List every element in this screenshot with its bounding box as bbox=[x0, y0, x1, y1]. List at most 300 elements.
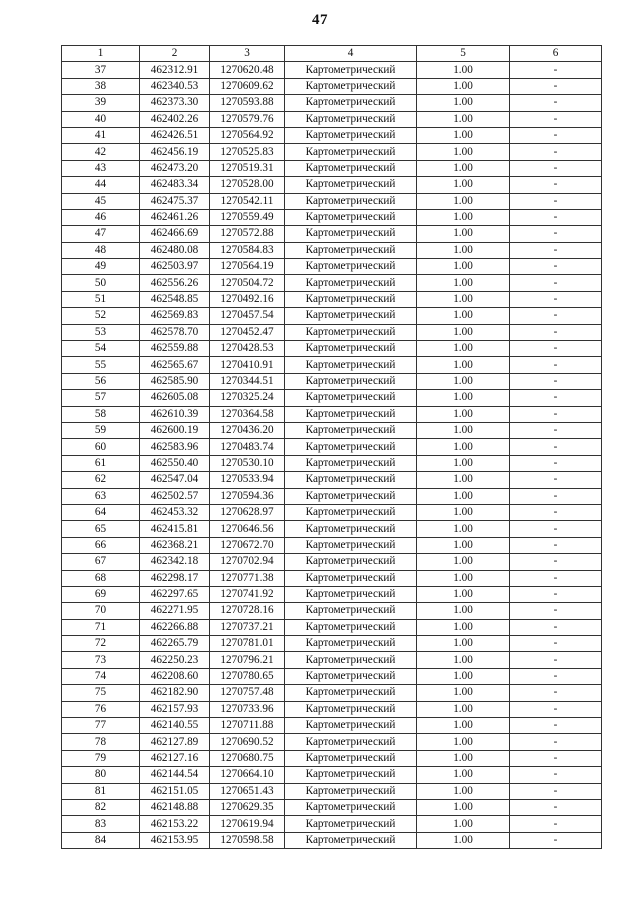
accuracy-cell: 1.00 bbox=[417, 521, 510, 537]
point-number-cell: 56 bbox=[62, 373, 140, 389]
y-coordinate-cell: 1270564.92 bbox=[210, 127, 285, 143]
y-coordinate-cell: 1270629.35 bbox=[210, 799, 285, 815]
table-row bbox=[62, 373, 602, 389]
method-cell: Картометрический bbox=[285, 570, 417, 586]
point-number-cell: 72 bbox=[62, 636, 140, 652]
page-number: 47 bbox=[312, 12, 328, 28]
description-cell: - bbox=[510, 373, 602, 389]
method-cell: Картометрический bbox=[285, 422, 417, 438]
table-row bbox=[62, 521, 602, 537]
x-coordinate-cell: 462153.22 bbox=[140, 816, 210, 832]
column-header-6: 6 bbox=[510, 46, 602, 62]
description-cell: - bbox=[510, 799, 602, 815]
point-number-cell: 76 bbox=[62, 701, 140, 717]
accuracy-cell: 1.00 bbox=[417, 734, 510, 750]
table-row bbox=[62, 422, 602, 438]
point-number-cell: 66 bbox=[62, 537, 140, 553]
y-coordinate-cell: 1270728.16 bbox=[210, 603, 285, 619]
accuracy-cell: 1.00 bbox=[417, 144, 510, 160]
accuracy-cell: 1.00 bbox=[417, 390, 510, 406]
point-number-cell: 80 bbox=[62, 767, 140, 783]
column-header-1: 1 bbox=[62, 46, 140, 62]
description-cell: - bbox=[510, 341, 602, 357]
y-coordinate-cell: 1270781.01 bbox=[210, 636, 285, 652]
x-coordinate-cell: 462297.65 bbox=[140, 586, 210, 602]
y-coordinate-cell: 1270564.19 bbox=[210, 259, 285, 275]
y-coordinate-cell: 1270741.92 bbox=[210, 586, 285, 602]
accuracy-cell: 1.00 bbox=[417, 668, 510, 684]
method-cell: Картометрический bbox=[285, 636, 417, 652]
point-number-cell: 44 bbox=[62, 177, 140, 193]
description-cell: - bbox=[510, 259, 602, 275]
y-coordinate-cell: 1270609.62 bbox=[210, 78, 285, 94]
table-row bbox=[62, 62, 602, 78]
x-coordinate-cell: 462373.30 bbox=[140, 95, 210, 111]
table-row bbox=[62, 718, 602, 734]
table-row bbox=[62, 504, 602, 520]
point-number-cell: 42 bbox=[62, 144, 140, 160]
description-cell: - bbox=[510, 685, 602, 701]
method-cell: Картометрический bbox=[285, 177, 417, 193]
x-coordinate-cell: 462144.54 bbox=[140, 767, 210, 783]
point-number-cell: 65 bbox=[62, 521, 140, 537]
x-coordinate-cell: 462585.90 bbox=[140, 373, 210, 389]
y-coordinate-cell: 1270572.88 bbox=[210, 226, 285, 242]
method-cell: Картометрический bbox=[285, 341, 417, 357]
accuracy-cell: 1.00 bbox=[417, 373, 510, 389]
y-coordinate-cell: 1270796.21 bbox=[210, 652, 285, 668]
method-cell: Картометрический bbox=[285, 734, 417, 750]
accuracy-cell: 1.00 bbox=[417, 78, 510, 94]
table-row bbox=[62, 439, 602, 455]
table-row bbox=[62, 652, 602, 668]
description-cell: - bbox=[510, 439, 602, 455]
method-cell: Картометрический bbox=[285, 488, 417, 504]
x-coordinate-cell: 462342.18 bbox=[140, 554, 210, 570]
table-row bbox=[62, 799, 602, 815]
method-cell: Картометрический bbox=[285, 554, 417, 570]
y-coordinate-cell: 1270619.94 bbox=[210, 816, 285, 832]
method-cell: Картометрический bbox=[285, 832, 417, 848]
method-cell: Картометрический bbox=[285, 373, 417, 389]
accuracy-cell: 1.00 bbox=[417, 160, 510, 176]
method-cell: Картометрический bbox=[285, 750, 417, 766]
method-cell: Картометрический bbox=[285, 160, 417, 176]
method-cell: Картометрический bbox=[285, 537, 417, 553]
point-number-cell: 82 bbox=[62, 799, 140, 815]
y-coordinate-cell: 1270702.94 bbox=[210, 554, 285, 570]
accuracy-cell: 1.00 bbox=[417, 455, 510, 471]
description-cell: - bbox=[510, 242, 602, 258]
table-row bbox=[62, 455, 602, 471]
method-cell: Картометрический bbox=[285, 324, 417, 340]
y-coordinate-cell: 1270593.88 bbox=[210, 95, 285, 111]
point-number-cell: 68 bbox=[62, 570, 140, 586]
description-cell: - bbox=[510, 422, 602, 438]
description-cell: - bbox=[510, 62, 602, 78]
table-row bbox=[62, 259, 602, 275]
header-row bbox=[62, 46, 602, 62]
x-coordinate-cell: 462565.67 bbox=[140, 357, 210, 373]
x-coordinate-cell: 462208.60 bbox=[140, 668, 210, 684]
point-number-cell: 79 bbox=[62, 750, 140, 766]
description-cell: - bbox=[510, 193, 602, 209]
column-header-3: 3 bbox=[210, 46, 285, 62]
x-coordinate-cell: 462340.53 bbox=[140, 78, 210, 94]
y-coordinate-cell: 1270651.43 bbox=[210, 783, 285, 799]
y-coordinate-cell: 1270733.96 bbox=[210, 701, 285, 717]
x-coordinate-cell: 462402.26 bbox=[140, 111, 210, 127]
y-coordinate-cell: 1270452.47 bbox=[210, 324, 285, 340]
accuracy-cell: 1.00 bbox=[417, 193, 510, 209]
x-coordinate-cell: 462453.32 bbox=[140, 504, 210, 520]
table-row bbox=[62, 537, 602, 553]
description-cell: - bbox=[510, 537, 602, 553]
point-number-cell: 54 bbox=[62, 341, 140, 357]
y-coordinate-cell: 1270680.75 bbox=[210, 750, 285, 766]
accuracy-cell: 1.00 bbox=[417, 554, 510, 570]
table-row bbox=[62, 127, 602, 143]
point-number-cell: 74 bbox=[62, 668, 140, 684]
accuracy-cell: 1.00 bbox=[417, 324, 510, 340]
x-coordinate-cell: 462456.19 bbox=[140, 144, 210, 160]
x-coordinate-cell: 462312.91 bbox=[140, 62, 210, 78]
point-number-cell: 53 bbox=[62, 324, 140, 340]
coordinates-table bbox=[61, 45, 602, 849]
table-row bbox=[62, 95, 602, 111]
y-coordinate-cell: 1270492.16 bbox=[210, 291, 285, 307]
description-cell: - bbox=[510, 718, 602, 734]
accuracy-cell: 1.00 bbox=[417, 718, 510, 734]
accuracy-cell: 1.00 bbox=[417, 242, 510, 258]
method-cell: Картометрический bbox=[285, 291, 417, 307]
x-coordinate-cell: 462148.88 bbox=[140, 799, 210, 815]
description-cell: - bbox=[510, 603, 602, 619]
point-number-cell: 61 bbox=[62, 455, 140, 471]
x-coordinate-cell: 462578.70 bbox=[140, 324, 210, 340]
y-coordinate-cell: 1270528.00 bbox=[210, 177, 285, 193]
accuracy-cell: 1.00 bbox=[417, 504, 510, 520]
table-row bbox=[62, 619, 602, 635]
x-coordinate-cell: 462151.05 bbox=[140, 783, 210, 799]
accuracy-cell: 1.00 bbox=[417, 308, 510, 324]
description-cell: - bbox=[510, 111, 602, 127]
y-coordinate-cell: 1270483.74 bbox=[210, 439, 285, 455]
y-coordinate-cell: 1270344.51 bbox=[210, 373, 285, 389]
accuracy-cell: 1.00 bbox=[417, 701, 510, 717]
x-coordinate-cell: 462426.51 bbox=[140, 127, 210, 143]
accuracy-cell: 1.00 bbox=[417, 652, 510, 668]
point-number-cell: 78 bbox=[62, 734, 140, 750]
method-cell: Картометрический bbox=[285, 144, 417, 160]
method-cell: Картометрический bbox=[285, 685, 417, 701]
description-cell: - bbox=[510, 95, 602, 111]
accuracy-cell: 1.00 bbox=[417, 291, 510, 307]
y-coordinate-cell: 1270410.91 bbox=[210, 357, 285, 373]
accuracy-cell: 1.00 bbox=[417, 406, 510, 422]
x-coordinate-cell: 462548.85 bbox=[140, 291, 210, 307]
x-coordinate-cell: 462569.83 bbox=[140, 308, 210, 324]
method-cell: Картометрический bbox=[285, 95, 417, 111]
y-coordinate-cell: 1270428.53 bbox=[210, 341, 285, 357]
table-row bbox=[62, 570, 602, 586]
table-row bbox=[62, 193, 602, 209]
x-coordinate-cell: 462266.88 bbox=[140, 619, 210, 635]
point-number-cell: 46 bbox=[62, 209, 140, 225]
point-number-cell: 71 bbox=[62, 619, 140, 635]
point-number-cell: 59 bbox=[62, 422, 140, 438]
table-row bbox=[62, 226, 602, 242]
point-number-cell: 64 bbox=[62, 504, 140, 520]
method-cell: Картометрический bbox=[285, 390, 417, 406]
table-row bbox=[62, 586, 602, 602]
accuracy-cell: 1.00 bbox=[417, 488, 510, 504]
table-row bbox=[62, 406, 602, 422]
description-cell: - bbox=[510, 308, 602, 324]
accuracy-cell: 1.00 bbox=[417, 799, 510, 815]
method-cell: Картометрический bbox=[285, 259, 417, 275]
description-cell: - bbox=[510, 390, 602, 406]
x-coordinate-cell: 462461.26 bbox=[140, 209, 210, 225]
x-coordinate-cell: 462127.89 bbox=[140, 734, 210, 750]
column-header-2: 2 bbox=[140, 46, 210, 62]
x-coordinate-cell: 462157.93 bbox=[140, 701, 210, 717]
x-coordinate-cell: 462473.20 bbox=[140, 160, 210, 176]
description-cell: - bbox=[510, 357, 602, 373]
point-number-cell: 73 bbox=[62, 652, 140, 668]
point-number-cell: 38 bbox=[62, 78, 140, 94]
accuracy-cell: 1.00 bbox=[417, 586, 510, 602]
method-cell: Картометрический bbox=[285, 357, 417, 373]
method-cell: Картометрический bbox=[285, 127, 417, 143]
y-coordinate-cell: 1270711.88 bbox=[210, 718, 285, 734]
point-number-cell: 75 bbox=[62, 685, 140, 701]
description-cell: - bbox=[510, 78, 602, 94]
accuracy-cell: 1.00 bbox=[417, 816, 510, 832]
description-cell: - bbox=[510, 455, 602, 471]
table-row bbox=[62, 177, 602, 193]
y-coordinate-cell: 1270620.48 bbox=[210, 62, 285, 78]
x-coordinate-cell: 462298.17 bbox=[140, 570, 210, 586]
method-cell: Картометрический bbox=[285, 62, 417, 78]
table-row bbox=[62, 783, 602, 799]
point-number-cell: 84 bbox=[62, 832, 140, 848]
method-cell: Картометрический bbox=[285, 668, 417, 684]
y-coordinate-cell: 1270533.94 bbox=[210, 472, 285, 488]
accuracy-cell: 1.00 bbox=[417, 537, 510, 553]
method-cell: Картометрический bbox=[285, 652, 417, 668]
table-row bbox=[62, 357, 602, 373]
method-cell: Картометрический bbox=[285, 78, 417, 94]
method-cell: Картометрический bbox=[285, 504, 417, 520]
y-coordinate-cell: 1270690.52 bbox=[210, 734, 285, 750]
point-number-cell: 70 bbox=[62, 603, 140, 619]
point-number-cell: 51 bbox=[62, 291, 140, 307]
accuracy-cell: 1.00 bbox=[417, 783, 510, 799]
description-cell: - bbox=[510, 127, 602, 143]
point-number-cell: 39 bbox=[62, 95, 140, 111]
x-coordinate-cell: 462556.26 bbox=[140, 275, 210, 291]
x-coordinate-cell: 462466.69 bbox=[140, 226, 210, 242]
table-row bbox=[62, 291, 602, 307]
description-cell: - bbox=[510, 504, 602, 520]
point-number-cell: 50 bbox=[62, 275, 140, 291]
description-cell: - bbox=[510, 226, 602, 242]
point-number-cell: 47 bbox=[62, 226, 140, 242]
method-cell: Картометрический bbox=[285, 209, 417, 225]
y-coordinate-cell: 1270757.48 bbox=[210, 685, 285, 701]
table-body bbox=[62, 62, 602, 849]
method-cell: Картометрический bbox=[285, 193, 417, 209]
table-row bbox=[62, 816, 602, 832]
description-cell: - bbox=[510, 291, 602, 307]
accuracy-cell: 1.00 bbox=[417, 259, 510, 275]
description-cell: - bbox=[510, 767, 602, 783]
y-coordinate-cell: 1270525.83 bbox=[210, 144, 285, 160]
point-number-cell: 83 bbox=[62, 816, 140, 832]
x-coordinate-cell: 462140.55 bbox=[140, 718, 210, 734]
point-number-cell: 67 bbox=[62, 554, 140, 570]
x-coordinate-cell: 462182.90 bbox=[140, 685, 210, 701]
description-cell: - bbox=[510, 816, 602, 832]
table-row bbox=[62, 324, 602, 340]
description-cell: - bbox=[510, 488, 602, 504]
accuracy-cell: 1.00 bbox=[417, 832, 510, 848]
method-cell: Картометрический bbox=[285, 472, 417, 488]
accuracy-cell: 1.00 bbox=[417, 111, 510, 127]
accuracy-cell: 1.00 bbox=[417, 619, 510, 635]
x-coordinate-cell: 462605.08 bbox=[140, 390, 210, 406]
description-cell: - bbox=[510, 554, 602, 570]
y-coordinate-cell: 1270457.54 bbox=[210, 308, 285, 324]
method-cell: Картометрический bbox=[285, 275, 417, 291]
method-cell: Картометрический bbox=[285, 619, 417, 635]
x-coordinate-cell: 462502.57 bbox=[140, 488, 210, 504]
accuracy-cell: 1.00 bbox=[417, 127, 510, 143]
point-number-cell: 77 bbox=[62, 718, 140, 734]
x-coordinate-cell: 462610.39 bbox=[140, 406, 210, 422]
table-row bbox=[62, 390, 602, 406]
y-coordinate-cell: 1270737.21 bbox=[210, 619, 285, 635]
accuracy-cell: 1.00 bbox=[417, 439, 510, 455]
method-cell: Картометрический bbox=[285, 226, 417, 242]
accuracy-cell: 1.00 bbox=[417, 603, 510, 619]
y-coordinate-cell: 1270559.49 bbox=[210, 209, 285, 225]
method-cell: Картометрический bbox=[285, 406, 417, 422]
table-row bbox=[62, 734, 602, 750]
column-header-5: 5 bbox=[417, 46, 510, 62]
x-coordinate-cell: 462265.79 bbox=[140, 636, 210, 652]
accuracy-cell: 1.00 bbox=[417, 750, 510, 766]
x-coordinate-cell: 462600.19 bbox=[140, 422, 210, 438]
description-cell: - bbox=[510, 734, 602, 750]
y-coordinate-cell: 1270628.97 bbox=[210, 504, 285, 520]
x-coordinate-cell: 462415.81 bbox=[140, 521, 210, 537]
table-row bbox=[62, 488, 602, 504]
accuracy-cell: 1.00 bbox=[417, 357, 510, 373]
method-cell: Картометрический bbox=[285, 308, 417, 324]
point-number-cell: 62 bbox=[62, 472, 140, 488]
table-row bbox=[62, 275, 602, 291]
description-cell: - bbox=[510, 668, 602, 684]
y-coordinate-cell: 1270672.70 bbox=[210, 537, 285, 553]
point-number-cell: 63 bbox=[62, 488, 140, 504]
x-coordinate-cell: 462271.95 bbox=[140, 603, 210, 619]
x-coordinate-cell: 462250.23 bbox=[140, 652, 210, 668]
accuracy-cell: 1.00 bbox=[417, 95, 510, 111]
accuracy-cell: 1.00 bbox=[417, 177, 510, 193]
x-coordinate-cell: 462368.21 bbox=[140, 537, 210, 553]
point-number-cell: 41 bbox=[62, 127, 140, 143]
accuracy-cell: 1.00 bbox=[417, 570, 510, 586]
table-row bbox=[62, 209, 602, 225]
accuracy-cell: 1.00 bbox=[417, 275, 510, 291]
table-row bbox=[62, 668, 602, 684]
point-number-cell: 55 bbox=[62, 357, 140, 373]
method-cell: Картометрический bbox=[285, 586, 417, 602]
description-cell: - bbox=[510, 406, 602, 422]
point-number-cell: 49 bbox=[62, 259, 140, 275]
point-number-cell: 40 bbox=[62, 111, 140, 127]
table-row bbox=[62, 160, 602, 176]
method-cell: Картометрический bbox=[285, 603, 417, 619]
accuracy-cell: 1.00 bbox=[417, 767, 510, 783]
y-coordinate-cell: 1270504.72 bbox=[210, 275, 285, 291]
method-cell: Картометрический bbox=[285, 799, 417, 815]
y-coordinate-cell: 1270664.10 bbox=[210, 767, 285, 783]
method-cell: Картометрический bbox=[285, 455, 417, 471]
description-cell: - bbox=[510, 832, 602, 848]
point-number-cell: 52 bbox=[62, 308, 140, 324]
accuracy-cell: 1.00 bbox=[417, 472, 510, 488]
accuracy-cell: 1.00 bbox=[417, 226, 510, 242]
description-cell: - bbox=[510, 275, 602, 291]
x-coordinate-cell: 462559.88 bbox=[140, 341, 210, 357]
accuracy-cell: 1.00 bbox=[417, 685, 510, 701]
description-cell: - bbox=[510, 701, 602, 717]
table-row bbox=[62, 554, 602, 570]
description-cell: - bbox=[510, 783, 602, 799]
description-cell: - bbox=[510, 652, 602, 668]
x-coordinate-cell: 462550.40 bbox=[140, 455, 210, 471]
y-coordinate-cell: 1270325.24 bbox=[210, 390, 285, 406]
accuracy-cell: 1.00 bbox=[417, 636, 510, 652]
accuracy-cell: 1.00 bbox=[417, 341, 510, 357]
x-coordinate-cell: 462153.95 bbox=[140, 832, 210, 848]
column-header-4: 4 bbox=[285, 46, 417, 62]
y-coordinate-cell: 1270519.31 bbox=[210, 160, 285, 176]
point-number-cell: 45 bbox=[62, 193, 140, 209]
method-cell: Картометрический bbox=[285, 816, 417, 832]
description-cell: - bbox=[510, 750, 602, 766]
table-header bbox=[62, 46, 602, 62]
x-coordinate-cell: 462583.96 bbox=[140, 439, 210, 455]
y-coordinate-cell: 1270530.10 bbox=[210, 455, 285, 471]
table-row bbox=[62, 78, 602, 94]
x-coordinate-cell: 462503.97 bbox=[140, 259, 210, 275]
point-number-cell: 37 bbox=[62, 62, 140, 78]
point-number-cell: 58 bbox=[62, 406, 140, 422]
method-cell: Картометрический bbox=[285, 701, 417, 717]
table-row bbox=[62, 111, 602, 127]
description-cell: - bbox=[510, 177, 602, 193]
description-cell: - bbox=[510, 636, 602, 652]
x-coordinate-cell: 462475.37 bbox=[140, 193, 210, 209]
method-cell: Картометрический bbox=[285, 242, 417, 258]
table-row bbox=[62, 750, 602, 766]
method-cell: Картометрический bbox=[285, 521, 417, 537]
table-row bbox=[62, 767, 602, 783]
